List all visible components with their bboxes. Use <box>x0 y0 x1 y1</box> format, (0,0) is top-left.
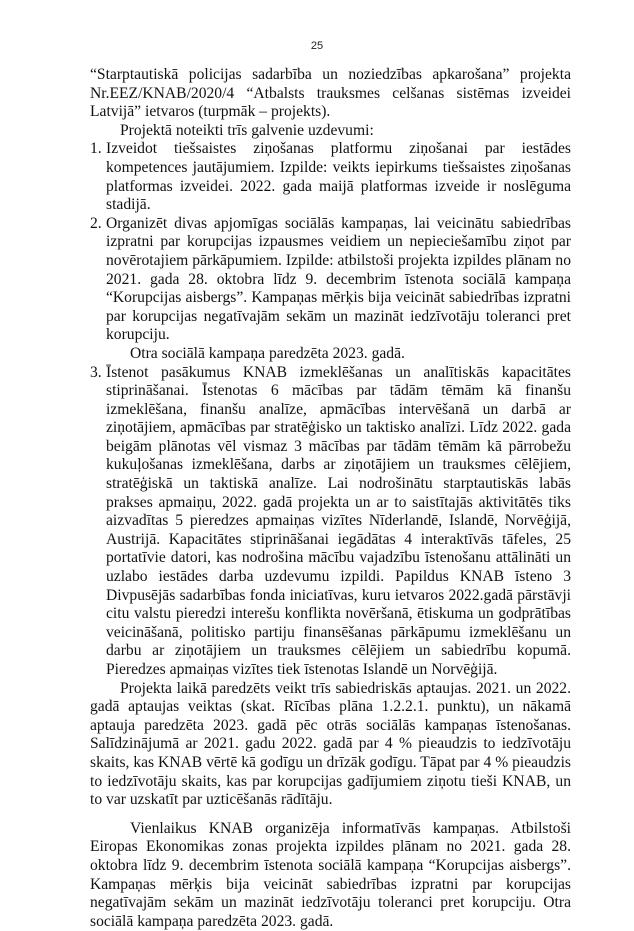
task-item <box>90 140 571 214</box>
task-item <box>90 215 571 364</box>
task-number: 3. <box>90 363 102 381</box>
task-text: Organizēt divas apjomīgas sociālās kampaņas, lai veicinātu sabiedrības izpratni par korupcijas izpausmes veidiem un nepieciešamību ziņot par novērotajiem pārkāpumiem. Izpilde: atbilstoši projekta izpildes plānam no 2021. gada 28. oktobra līdz 9. decembrim īstenota sociālā kampaņa “Korupcijas aisbergs”. Kampaņas mērķis bija veicināt sabiedrības izpratni par korupcijas negatīvajām sekām un mazināt iedzīvotāju toleranci pret korupciju. <box>106 214 571 344</box>
tasks-list <box>90 140 571 679</box>
intro-paragraph: “Starptautiskā policijas sadarbība un noziedzības apkarošana” projekta Nr.EEZ/KNAB/2020/4 “Atbalsts trauksmes celšanas sistēmas izveidei Latvijā” ietvaros (turpmāk – projekts). <box>90 66 571 121</box>
task-text: Izveidot tiešsaistes ziņošanas platformu ziņošanai par iestādes kompetences jautājumiem. Izpilde: veikts iepirkums tiešsaistes ziņošanas platformas izveidei. 2022. gada maijā platformas izveide ir noslēguma stadijā. <box>106 140 571 214</box>
surveys-paragraph: Projekta laikā paredzēts veikt trīs sabiedriskās aptaujas. 2021. un 2022. gadā aptaujas veiktas (skat. Rīcības plāna 1.2.2.1. punktu), un nākamā aptauja paredzēta 2023. gadā pēc otrās sociālās kampaņas īstenošanas. Salīdzinājumā ar 2021. gadu 2022. gadā par 4 % pieaudzis to iedzīvotāju skaits, kas KNAB vērtē kā godīgu un drīzāk godīgu. Tāpat par 4 % pieaudzis to iedzīvotāju skaits, kas par korupcijas gadījumiem ziņotu tieši KNAB, un to var uzskatīt par uzticēšanās rādītāju. <box>90 679 571 809</box>
task-item <box>90 364 571 680</box>
document-body <box>90 66 571 931</box>
task-subnote: Otra sociālā kampaņa paredzēta 2023. gadā. <box>130 344 405 362</box>
page-number: 25 <box>310 40 324 52</box>
task-number: 2. <box>90 214 102 232</box>
task-number: 1. <box>90 140 102 158</box>
campaigns-paragraph: Vienlaikus KNAB organizēja informatīvās kampaņas. Atbilstoši Eiropas Ekonomikas zonas projekta izpildes plānam no 2021. gada 28. oktobra līdz 9. decembrim īstenota sociālā kampaņa “Korupcijas aisbergs”. Kampaņas mērķis bija veicināt sabiedrības izpratni par korupcijas negatīvajām sekām un mazināt iedzīvotāju toleranci pret korupciju. Otra sociālā kampaņa paredzēta 2023. gadā. <box>90 819 571 930</box>
task-text: Īstenot pasākumus KNAB izmeklēšanas un analītiskās kapacitātes stiprināšanai. Īstenotas 6 mācības par tādām tēmām kā finanšu izmeklēšana, finanšu analīze, apmācības intervēšanā un darbā ar ziņotājiem, apmācības par stratēģisko un taktisko analīzi. Līdz 2022. gada beigām plānotas vēl vismaz 3 mācības par tādām tēmām kā pārrobežu kukuļošanas izmeklēšana, darbs ar ziņotājiem un trauksmes cēlējiem, stratēģiskā un taktiskā analīze. Lai nodrošinātu starptautiskās labās prakses apmaiņu, 2022. gadā projekta un ar to saistītajās aktivitātēs tiks aizvadītas 5 pieredzes apmaiņas vizītes Nīderlandē, Islandē, Norvēģijā, Austrijā. Kapacitātes stiprināšanai iegādātas 4 interaktīvās tāfeles, 25 portatīvie datori, kas nodrošina mācību vajadzību īstenošanu attālināti un uzlabo iestādes darba uzdevumu izpildi. Papildus KNAB īsteno 3 Divpusējās sadarbības fonda iniciatīvas, kuru ietvaros 2022.gadā pārstāvji citu valstu pieredzi interešu konflikta novēršanā, ētiskuma un godprātības veicināšanā, politisko partiju finansēšanas pārkāpumu izmeklēšanu un darbu ar ziņotājiem un trauksmes cēlējiem un sabiedrību kopumā. Pieredzes apmaiņas vizītes tiek īstenotas Islandē un Norvēģijā. <box>106 363 571 678</box>
tasks-heading: Projektā noteikti trīs galvenie uzdevumi: <box>120 121 374 139</box>
